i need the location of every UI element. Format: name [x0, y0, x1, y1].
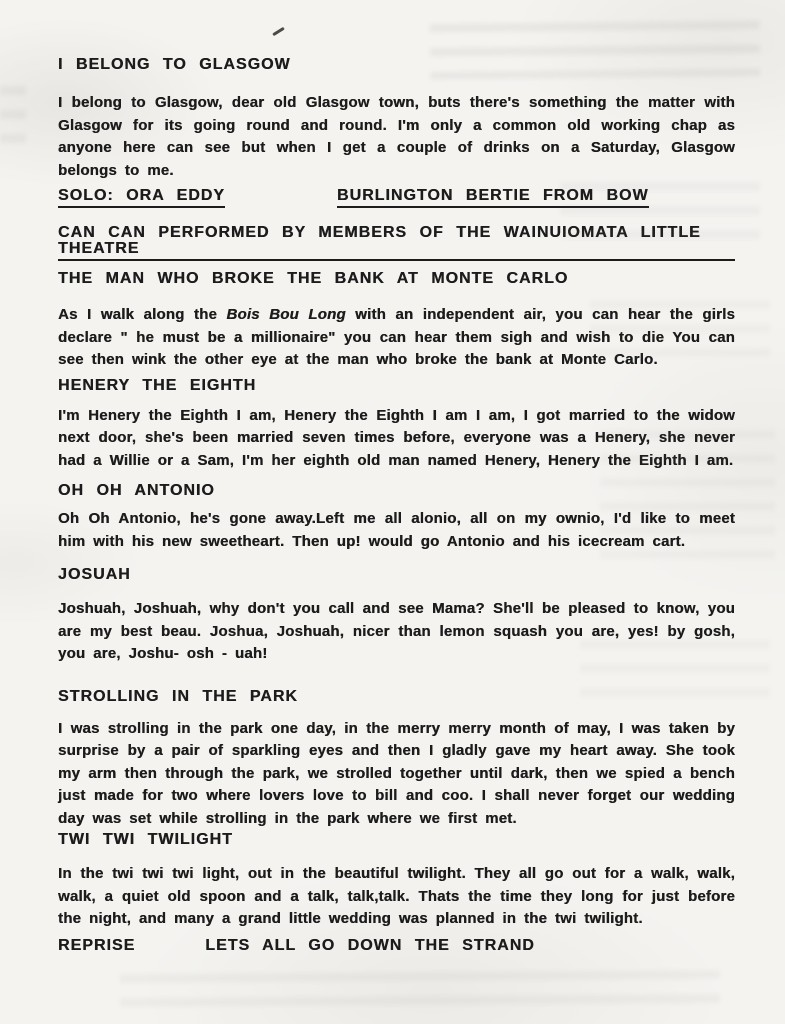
song-title-burlington: BURLINGTON BERTIE FROM BOW: [337, 188, 649, 208]
song-title-glasgow: I BELONG TO GLASGOW: [58, 56, 291, 73]
song-title-strand: LETS ALL GO DOWN THE STRAND: [205, 936, 535, 954]
pen-mark: [272, 27, 285, 36]
solo-performer-label: SOLO: ORA EDDY: [58, 188, 225, 208]
cancan-note: CAN CAN PERFORMED BY MEMBERS OF THE WAINUIOMATA LITTLE THEATRE: [58, 225, 735, 261]
bleedthrough-artifact: [0, 86, 26, 146]
song-title-strolling: STROLLING IN THE PARK: [58, 687, 298, 705]
song-title-twilight: TWI TWI TWILIGHT: [58, 831, 233, 848]
reprise-label: REPRISE: [58, 936, 136, 954]
song-title-josuah: JOSUAH: [58, 566, 131, 583]
lyrics-monte-before: As I walk along the: [58, 306, 227, 323]
solo-credit-row: [58, 188, 735, 208]
lyrics-glasgow: I belong to Glasgow, dear old Glasgow town, buts there's something the matter with Glasgow for its going round and round. I'm only a common old working chap as anyone here can see but when I get a couple of drinks on a Saturday, Glasgow belongs to me.: [58, 94, 735, 179]
lyrics-twilight: In the twi twi twi light, out in the beautiful twilight. They all go out for a walk, walk, walk, a quiet old spoon and a talk, talk,talk. Thats the time they long for just before the night, and many a grand little wedding was planned in the twi twilight.: [58, 865, 735, 927]
lyrics-monte-after: with an independent air, you can hear the girls declare " he must be a millionaire" you can hear them sigh and wish to die You can see then wink the other eye at the man who broke the bank at Monte Carlo.: [58, 306, 735, 368]
lyrics-monte-italic-phrase: Bois Bou Long: [226, 306, 346, 323]
song-title-antonio: OH OH ANTONIO: [58, 482, 215, 499]
reprise-row: [58, 938, 735, 954]
lyrics-henery: I'm Henery the Eighth I am, Henery the Eighth I am I am, I got married to the widow next door, she's been married seven times before, everyone was a Henery, she never had a Willie or a Sam, I'm her eighth old man named Henery, Henery the Eighth I am.: [58, 406, 735, 469]
lyrics-strolling: I was strolling in the park one day, in the merry merry month of may, I was taken by surprise by a pair of sparkling eyes and then I gladly gave my heart away. She took my arm then through the park, we strolled together until dark, then we spied a bench just made for two where lovers love to bill and coo. I shall never forget our wedding day was set while strolling in the park where we first met.: [58, 719, 735, 827]
lyrics-antonio: Oh Oh Antonio, he's gone away.Left me all alonio, all on my ownio, I'd like to meet him with his new sweetheart. Then up! would go Antonio and his icecream cart.: [58, 510, 735, 550]
lyrics-josuah: Joshuah, Joshuah, why don't you call and see Mama? She'll be pleased to know, you are my best beau. Joshua, Joshuah, nicer than lemon squash you are, yes! by gosh, you are, Joshu- osh - uah!: [58, 600, 735, 662]
song-title-henery: HENERY THE EIGHTH: [58, 376, 257, 394]
song-title-monte-carlo: THE MAN WHO BROKE THE BANK AT MONTE CARLO: [58, 270, 569, 287]
lyrics-monte-carlo: [58, 304, 735, 372]
cancan-note-row: [58, 225, 735, 261]
bleedthrough-artifact: [120, 970, 720, 1020]
